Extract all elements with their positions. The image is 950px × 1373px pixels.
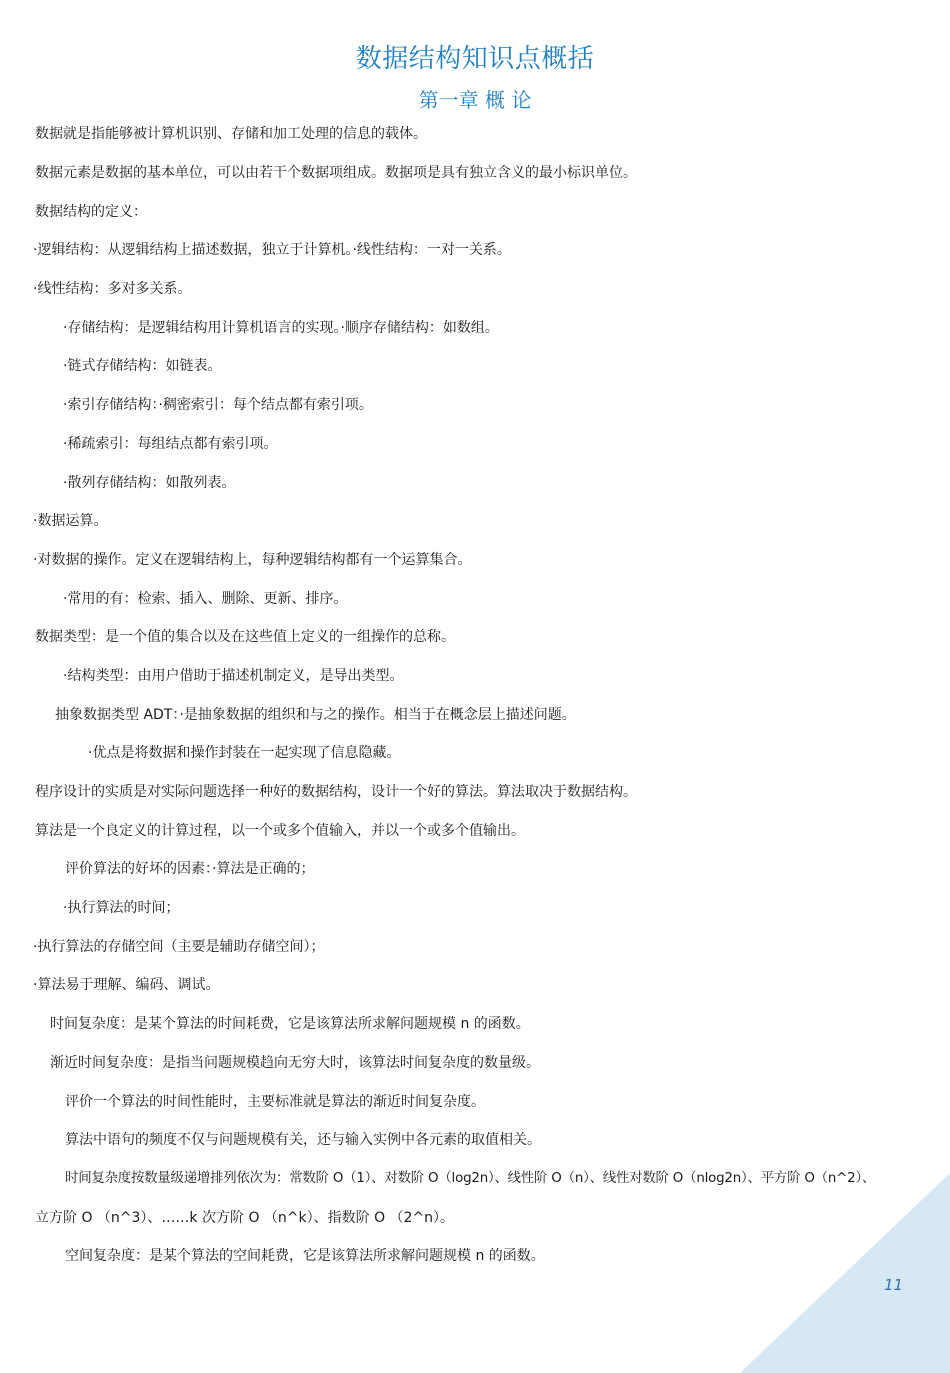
- corner-decoration: [740, 1173, 950, 1373]
- paragraph: ·存储结构：是逻辑结构用计算机语言的实现。·顺序存储结构：如数组。: [63, 320, 499, 336]
- paragraph: ·结构类型：由用户借助于描述机制定义，是导出类型。: [63, 668, 404, 684]
- paragraph: 算法是一个良定义的计算过程，以一个或多个值输入，并以一个或多个值输出。: [35, 823, 525, 839]
- paragraph: 程序设计的实质是对实际问题选择一种好的数据结构，设计一个好的算法。算法取决于数据结构。: [35, 784, 637, 800]
- paragraph: 渐近时间复杂度：是指当问题规模趋向无穷大时，该算法时间复杂度的数量级。: [50, 1055, 540, 1071]
- paragraph: ·稀疏索引：每组结点都有索引项。: [63, 436, 278, 452]
- paragraph: 抽象数据类型 ADT：·是抽象数据的组织和与之的操作。相当于在概念层上描述问题。: [55, 707, 576, 723]
- paragraph: ·对数据的操作。定义在逻辑结构上，每种逻辑结构都有一个运算集合。: [33, 552, 472, 568]
- document-title: 数据结构知识点概括: [355, 44, 595, 74]
- paragraph: 数据就是指能够被计算机识别、存储和加工处理的信息的载体。: [35, 126, 427, 142]
- paragraph: 数据结构的定义：: [35, 204, 147, 220]
- paragraph: 数据类型：是一个值的集合以及在这些值上定义的一组操作的总称。: [35, 629, 455, 645]
- paragraph: 立方阶 O （n^3）、……k 次方阶 O （n^k）、指数阶 O （2^n）。: [35, 1210, 455, 1226]
- paragraph: ·链式存储结构：如链表。: [63, 358, 222, 374]
- paragraph: ·算法易于理解、编码、调试。: [33, 977, 220, 993]
- paragraph: 时间复杂度按数量级递增排列依次为：常数阶 O（1）、对数阶 O（log2n）、线性阶 O（n）、线性对数阶 O（nlog2n）、平方阶 O（n^2）、: [65, 1171, 876, 1186]
- paragraph: ·执行算法的时间；: [63, 900, 180, 916]
- paragraph: 评价算法的好坏的因素：·算法是正确的；: [65, 861, 315, 877]
- paragraph: 空间复杂度：是某个算法的空间耗费，它是该算法所求解问题规模 n 的函数。: [65, 1248, 545, 1264]
- paragraph: ·线性结构：多对多关系。: [33, 281, 192, 297]
- paragraph: 时间复杂度：是某个算法的时间耗费，它是该算法所求解问题规模 n 的函数。: [50, 1016, 530, 1032]
- paragraph: 数据元素是数据的基本单位，可以由若干个数据项组成。数据项是具有独立含义的最小标识单位。: [35, 165, 637, 181]
- paragraph: ·执行算法的存储空间（主要是辅助存储空间）；: [33, 939, 325, 955]
- paragraph: ·优点是将数据和操作封装在一起实现了信息隐藏。: [88, 745, 401, 761]
- chapter-heading: 第一章 概 论: [418, 88, 532, 112]
- paragraph: ·常用的有：检索、插入、删除、更新、排序。: [63, 591, 348, 607]
- paragraph: ·索引存储结构：·稠密索引：每个结点都有索引项。: [63, 397, 373, 413]
- paragraph: ·数据运算。: [33, 513, 108, 529]
- paragraph: ·散列存储结构：如散列表。: [63, 475, 236, 491]
- paragraph: ·逻辑结构：从逻辑结构上描述数据，独立于计算机。·线性结构：一对一关系。: [33, 242, 511, 258]
- page-number: 11: [884, 1276, 904, 1294]
- paragraph: 算法中语句的频度不仅与问题规模有关，还与输入实例中各元素的取值相关。: [65, 1132, 541, 1148]
- paragraph: 评价一个算法的时间性能时，主要标准就是算法的渐近时间复杂度。: [65, 1094, 485, 1110]
